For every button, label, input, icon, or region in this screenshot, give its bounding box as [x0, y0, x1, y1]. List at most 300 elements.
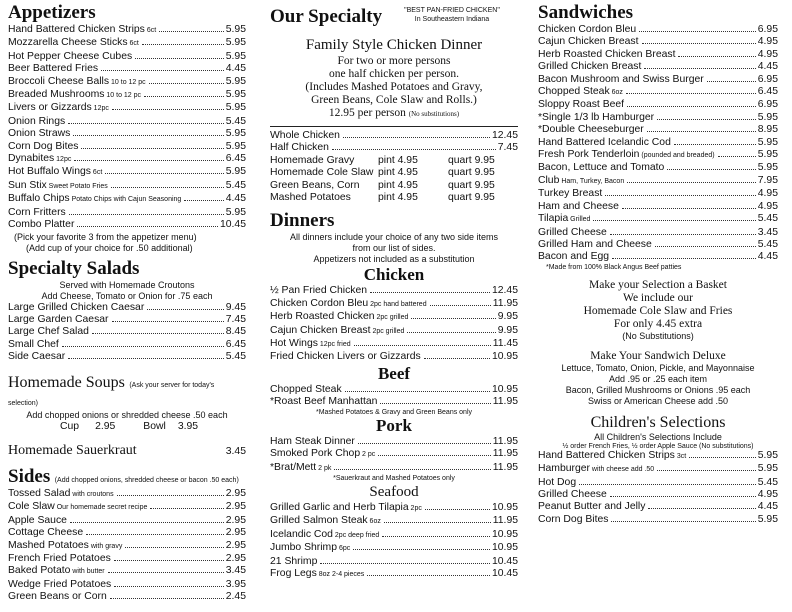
sandwich-price: 4.45	[757, 61, 778, 73]
appetizers-heading: Appetizers	[8, 2, 96, 23]
salads-list	[8, 302, 246, 364]
sandwich-leader	[655, 246, 756, 247]
soups-sub: Add chopped onions or shredded cheese .50 each	[26, 409, 228, 420]
side-leader	[70, 522, 224, 523]
sauerkraut-price: 3.45	[225, 445, 246, 457]
appetizer-note: 6ct	[127, 40, 139, 48]
sandwich-row	[538, 49, 778, 61]
kids-item-row	[538, 463, 778, 476]
side-price: 2.95	[225, 539, 246, 551]
appetizer-name: Combo Platter	[8, 219, 75, 231]
appetizer-price: 10.45	[219, 219, 246, 231]
sauerkraut-row	[8, 441, 246, 460]
appetizer-note: 10 to 12 pc	[104, 92, 142, 100]
sandwich-name: Bacon, Lettuce and Tomato	[538, 162, 665, 174]
appetizer-note: 12pc	[91, 105, 109, 113]
sandwich-note: Grilled	[568, 216, 591, 224]
sandwich-leader	[626, 93, 756, 94]
appetizer-leader	[112, 109, 224, 110]
side-row	[8, 565, 246, 578]
sandwich-row	[538, 149, 778, 162]
sandwich-name: Ham and Cheese	[538, 200, 619, 212]
seafood-dinner-row	[270, 568, 518, 581]
appetizer-price: 5.95	[225, 166, 246, 178]
appetizer-price: 5.95	[225, 140, 246, 152]
sandwich-price: 5.45	[757, 238, 778, 250]
side-name: Tossed Salad with croutons	[8, 487, 114, 499]
side-row	[8, 579, 246, 591]
seafood-dinner-leader	[320, 563, 490, 564]
appetizer-note: Sweet Potato Fries	[46, 182, 108, 190]
beef-dinner-row	[270, 384, 518, 396]
appetizer-price: 5.95	[225, 89, 246, 101]
deluxe-lines	[538, 363, 778, 407]
pint-price: pint 4.95	[378, 179, 418, 191]
sandwich-row	[538, 227, 778, 239]
appetizer-row	[8, 89, 246, 102]
sandwiches-heading: Sandwiches	[538, 2, 634, 23]
quart-price: quart 9.95	[448, 192, 495, 204]
sandwich-price: 6.95	[757, 99, 778, 111]
chicken-dinner-leader	[370, 292, 490, 293]
seafood-dinner-name: Grilled Salmon Steak 6oz	[270, 515, 381, 527]
kids-item-note: 3ct	[674, 452, 687, 460]
sandwich-name: Cajun Chicken Breast	[538, 36, 639, 48]
sides-heading: Sides	[8, 465, 51, 487]
sandwich-name: Grilled Cheese	[538, 226, 607, 238]
sandwich-leader	[647, 131, 756, 132]
appetizer-row	[8, 76, 246, 89]
kids-item-row	[538, 514, 778, 526]
appetizer-leader	[73, 135, 223, 136]
sandwich-name: Club Ham, Turkey, Bacon	[538, 174, 625, 186]
seafood-dinner-note: 6pc	[337, 545, 351, 553]
chicken-dinner-leader	[407, 332, 495, 333]
sandwich-price: 7.95	[757, 174, 778, 186]
bowl-label: Bowl	[143, 420, 166, 432]
column-middle	[270, 0, 518, 581]
sides-note: (Add chopped onions, shredded cheese or bacon .50 each)	[54, 476, 239, 484]
bowl-price: 3.95	[177, 420, 199, 432]
appetizer-name: Buffalo Chips Potato Chips with Cajun Seasoning	[8, 193, 182, 205]
side-price: 2.95	[225, 552, 246, 564]
sandwich-leader	[707, 81, 756, 82]
beef-dinner-price: 10.95	[491, 383, 518, 395]
appetizer-leader	[184, 200, 223, 201]
sandwich-name: Grilled Chicken Breast	[538, 61, 642, 73]
combo-note-2: (Add cup of your choice for .50 additional)	[26, 242, 193, 253]
pork-dinner-name: Ham Steak Dinner	[270, 435, 355, 447]
seafood-dinner-price: 10.45	[491, 555, 518, 567]
specialty-item-name: Half Chicken	[270, 142, 329, 154]
appetizer-row	[8, 102, 246, 115]
salads-sub-1: Served with Homemade Croutons	[59, 279, 195, 290]
seafood-dinner-name: 21 Shrimp	[270, 555, 318, 567]
side-leader	[86, 534, 224, 535]
specialty-items	[270, 126, 518, 204]
basket-sub: (No Substitutions)	[622, 330, 694, 341]
sandwich-name: *Single 1/3 lb Hamburger	[538, 111, 655, 123]
side-leader	[114, 586, 224, 587]
family-price-line	[270, 107, 518, 121]
deluxe-line: Swiss or American Cheese add .50	[587, 395, 729, 406]
kids-item-row	[538, 477, 778, 489]
side-note: with butter	[70, 568, 105, 576]
seafood-dinner-note: 8oz 2-4 pieces	[316, 570, 365, 578]
soups-heading: Homemade Soups	[8, 373, 125, 391]
sandwich-row	[538, 175, 778, 188]
deluxe-heading: Make Your Sandwich Deluxe	[590, 349, 726, 362]
seafood-dinner-price: 10.45	[491, 567, 518, 579]
kids-item-price: 4.95	[757, 488, 778, 500]
side-leader	[150, 508, 223, 509]
pork-dinner-leader	[378, 455, 490, 456]
tagline-2: In Southeastern Indiana	[414, 16, 490, 23]
side-row	[8, 527, 246, 539]
pork-note: *Sauerkraut and Mashed Potatoes only	[333, 474, 455, 482]
side-price: 2.95	[225, 501, 246, 513]
family-price-note: (No substitutions)	[408, 110, 460, 118]
seafood-dinner-price: 11.95	[492, 515, 518, 527]
appetizer-row	[8, 153, 246, 166]
chicken-dinner-note: 12pc fried	[317, 341, 351, 349]
appetizer-price: 5.95	[225, 24, 246, 35]
appetizer-leader	[101, 70, 224, 71]
sandwich-row	[538, 99, 778, 111]
dinners-intro-2: from our list of sides.	[352, 243, 436, 254]
appetizer-name: Hand Battered Chicken Strips 6ct	[8, 24, 157, 35]
kids-item-price: 4.45	[757, 501, 778, 513]
appetizer-name: Beer Battered Fries	[8, 63, 99, 75]
sandwich-row	[538, 251, 778, 263]
chicken-dinner-row	[270, 311, 518, 324]
chicken-dinner-price: 12.45	[491, 285, 518, 297]
seafood-dinner-row	[270, 502, 518, 515]
specialty-header	[270, 6, 518, 28]
sandwich-row	[538, 213, 778, 226]
sandwich-leader	[639, 31, 756, 32]
appetizer-price: 5.95	[225, 75, 246, 87]
sandwich-note: Ham, Turkey, Bacon	[559, 177, 625, 185]
seafood-dinner-name: Grilled Garlic and Herb Tilapia 2pc	[270, 501, 422, 513]
sandwich-row	[538, 137, 778, 149]
chicken-dinner-price: 9.95	[497, 324, 518, 336]
appetizer-price: 5.95	[225, 102, 246, 114]
sandwich-price: 6.45	[757, 86, 778, 98]
sandwich-leader	[667, 169, 755, 170]
pork-dinner-row	[270, 462, 518, 475]
chicken-heading: Chicken	[363, 265, 425, 285]
basket-line: Homemade Cole Slaw and Fries	[583, 304, 733, 317]
pint-item-name: Mashed Potatoes	[270, 192, 351, 204]
kids-item-name: Hand Battered Chicken Strips 3ct	[538, 449, 687, 461]
appetizer-price: 5.95	[225, 206, 246, 218]
column-right	[538, 0, 778, 526]
sandwich-leader	[612, 258, 756, 259]
beef-dinner-name: *Roast Beef Manhattan	[270, 396, 378, 408]
seafood-dinner-note: 2pc	[408, 504, 422, 512]
pork-dinner-price: 11.95	[492, 435, 518, 447]
family-lines	[270, 55, 518, 107]
appetizer-row	[8, 219, 246, 231]
appetizer-price: 5.45	[225, 179, 246, 191]
chicken-list	[270, 285, 518, 363]
children-sub-1: All Children's Selections Include	[594, 431, 722, 442]
appetizer-leader	[135, 58, 224, 59]
pint-item-name: Homemade Gravy	[270, 154, 355, 166]
appetizer-row	[8, 63, 246, 75]
basket-line: Make your Selection a Basket	[589, 278, 727, 291]
side-name: Apple Sauce	[8, 514, 67, 526]
seafood-dinner-leader	[353, 549, 490, 550]
sandwich-leader	[657, 119, 756, 120]
appetizer-note: 6ct	[144, 27, 157, 34]
sandwich-leader	[610, 234, 756, 235]
side-name: Cole Slaw Our homemade secret recipe	[8, 501, 148, 513]
salad-row	[8, 339, 246, 351]
kids-item-name: Grilled Cheese	[538, 488, 607, 500]
pork-heading: Pork	[376, 415, 412, 435]
soup-prices	[8, 421, 246, 433]
kids-item-row	[538, 450, 778, 463]
beef-list	[270, 384, 518, 409]
appetizer-price: 6.45	[225, 153, 246, 165]
sandwich-row	[538, 36, 778, 48]
pork-dinner-row	[270, 448, 518, 461]
side-price: 2.95	[225, 527, 246, 539]
appetizer-leader	[149, 83, 224, 84]
quart-price: quart 9.95	[448, 154, 495, 166]
seafood-dinner-leader	[425, 509, 490, 510]
chicken-dinner-leader	[424, 358, 490, 359]
side-row	[8, 515, 246, 527]
pork-dinner-note: 2 pc	[360, 451, 376, 459]
appetizer-price: 4.45	[225, 193, 246, 205]
seafood-dinner-price: 10.95	[491, 501, 518, 513]
appetizer-name: Mozzarella Cheese Sticks 6ct	[8, 37, 139, 49]
appetizer-row	[8, 51, 246, 63]
beef-note: *Mashed Potatoes & Gravy and Green Beans only	[315, 408, 473, 416]
appetizer-name: Livers or Gizzards 12pc	[8, 102, 109, 114]
kids-item-price: 5.95	[757, 463, 778, 475]
salad-price: 5.45	[225, 351, 246, 363]
seafood-dinner-row	[270, 515, 518, 528]
quart-price: quart 9.95	[448, 167, 495, 179]
sides-list	[8, 488, 246, 604]
sandwich-leader	[678, 56, 755, 57]
chicken-dinner-row	[270, 325, 518, 338]
sandwich-price: 6.95	[757, 73, 778, 85]
beef-dinner-leader	[380, 403, 490, 404]
pork-dinner-row	[270, 436, 518, 448]
pork-list	[270, 436, 518, 475]
salad-price: 9.45	[225, 301, 246, 313]
appetizer-row	[8, 166, 246, 179]
sandwich-price: 5.95	[757, 136, 778, 148]
side-price: 2.95	[225, 487, 246, 499]
sandwich-leader	[593, 220, 755, 221]
kids-item-leader	[610, 496, 756, 497]
specialty-item-name: Whole Chicken	[270, 130, 340, 141]
appetizer-name: Breaded Mushrooms 10 to 12 pc	[8, 89, 142, 101]
specialty-item-row	[270, 130, 518, 142]
pork-dinner-name: *Brat/Mett 2 pk	[270, 461, 332, 473]
sandwich-leader	[642, 43, 756, 44]
sandwich-leader	[605, 195, 755, 196]
sandwich-leader	[644, 68, 755, 69]
seafood-dinner-leader	[384, 522, 491, 523]
sandwich-name: Chicken Cordon Bleu	[538, 24, 637, 35]
salad-row	[8, 351, 246, 363]
chicken-dinner-name: Herb Roasted Chicken 2pc grilled	[270, 311, 409, 323]
basket-line: We include our	[623, 291, 693, 304]
seafood-dinner-name: Jumbo Shrimp 6pc	[270, 542, 351, 554]
salad-price: 7.45	[225, 313, 246, 325]
kids-item-row	[538, 501, 778, 513]
children-sub-2: ½ order French Fries, ½ order Apple Sauce (No substitutions)	[562, 442, 754, 450]
sandwich-row	[538, 112, 778, 124]
side-name: Mashed Potatoes with gravy	[8, 539, 123, 551]
salad-leader	[112, 321, 224, 322]
sandwich-row	[538, 86, 778, 99]
side-note: with croutons	[70, 490, 114, 498]
specialty-item-price: 7.45	[497, 142, 518, 154]
chicken-dinner-name: Hot Wings 12pc fried	[270, 338, 351, 350]
appetizer-name: Corn Dog Bites	[8, 140, 79, 152]
sandwich-row	[538, 74, 778, 86]
sandwich-price: 5.95	[757, 149, 778, 161]
dinners-intro-1: All dinners include your choice of any two side items	[289, 232, 499, 243]
side-note: with gravy	[88, 542, 123, 550]
side-row	[8, 591, 246, 603]
appetizer-leader	[105, 173, 223, 174]
appetizer-note: 10 to 12 pc	[109, 78, 146, 86]
sandwich-row	[538, 124, 778, 136]
beef-dinner-row	[270, 396, 518, 408]
sandwich-name: Turkey Breast	[538, 188, 603, 200]
sandwich-price: 5.95	[757, 162, 778, 174]
appetizer-leader	[159, 31, 224, 32]
beef-dinner-price: 11.95	[492, 396, 518, 408]
sandwich-price: 4.95	[757, 36, 778, 48]
family-line: one half chicken per person.	[329, 68, 459, 80]
salad-name: Large Chef Salad	[8, 326, 89, 338]
sandwich-name: Bacon and Egg	[538, 251, 610, 263]
sandwich-leader	[622, 208, 756, 209]
seafood-dinner-leader	[367, 575, 490, 576]
appetizer-leader	[74, 160, 223, 161]
seafood-list	[270, 502, 518, 581]
dinners-heading: Dinners	[270, 210, 335, 232]
kids-item-name: Peanut Butter and Jelly	[538, 501, 646, 513]
kids-item-price: 5.95	[757, 449, 778, 461]
kids-item-name: Corn Dog Bites	[538, 513, 609, 525]
family-line: For two or more persons	[337, 55, 451, 67]
sandwich-note: (pounded and breaded)	[639, 152, 715, 160]
pint-price: pint 4.95	[378, 192, 418, 204]
salad-row	[8, 302, 246, 314]
appetizer-leader	[69, 214, 224, 215]
seafood-dinner-price: 10.95	[491, 528, 518, 540]
chicken-dinner-row	[270, 338, 518, 351]
specialty-item-row	[270, 142, 518, 154]
side-name: Baked Potato with butter	[8, 565, 105, 577]
chicken-dinner-row	[270, 298, 518, 311]
kids-item-leader	[648, 508, 755, 509]
family-price: 12.95 per person	[328, 107, 406, 119]
sandwich-row	[538, 239, 778, 251]
side-price: 3.95	[225, 578, 246, 590]
chicken-dinner-note: 2pc grilled	[370, 327, 405, 335]
specialty-item-leader	[343, 137, 490, 138]
family-line: Green Beans, Cole Slaw and Rolls.)	[311, 94, 477, 106]
pork-dinner-leader	[334, 469, 490, 470]
combo-note-1: (Pick your favorite 3 from the appetizer menu)	[14, 231, 197, 242]
sandwich-leader	[627, 182, 756, 183]
salad-leader	[68, 358, 224, 359]
sandwich-row	[538, 162, 778, 174]
appetizer-row	[8, 128, 246, 140]
pint-item-name: Green Beans, Corn	[270, 179, 360, 191]
appetizer-row	[8, 141, 246, 153]
appetizer-row	[8, 180, 246, 193]
appetizer-leader	[81, 148, 223, 149]
salad-name: Side Caesar	[8, 351, 66, 363]
children-list	[538, 450, 778, 526]
appetizer-name: Sun Stix Sweet Potato Fries	[8, 179, 108, 191]
appetizer-leader	[144, 96, 224, 97]
side-price: 2.45	[225, 591, 246, 603]
salad-leader	[92, 333, 224, 334]
sandwich-name: Sloppy Roast Beef	[538, 99, 625, 111]
appetizer-name: Broccoli Cheese Balls 10 to 12 pc	[8, 75, 146, 87]
sandwich-price: 4.45	[757, 251, 778, 263]
appetizer-price: 5.95	[225, 37, 246, 49]
tagline-1: "BEST PAN-FRIED CHICKEN"	[404, 7, 500, 14]
pint-item-name: Homemade Cole Slaw	[270, 167, 374, 179]
seafood-dinner-price: 10.95	[491, 542, 518, 554]
sandwich-price: 8.95	[757, 124, 778, 136]
side-row	[8, 540, 246, 553]
appetizer-leader	[142, 44, 224, 45]
pint-row	[270, 155, 518, 167]
chicken-dinner-row	[270, 285, 518, 297]
specialty-tagline	[404, 6, 500, 24]
seafood-dinner-note: 6oz	[367, 518, 381, 526]
kids-item-price: 5.95	[757, 513, 778, 525]
seafood-dinner-note: 2pc deep fried	[332, 531, 380, 539]
cup-label: Cup	[60, 420, 80, 432]
basket-block	[538, 279, 778, 331]
seafood-dinner-row	[270, 556, 518, 568]
sandwich-row	[538, 201, 778, 213]
sandwich-price: 5.95	[757, 111, 778, 123]
pork-dinner-leader	[358, 443, 491, 444]
side-price: 2.95	[225, 514, 246, 526]
appetizer-name: Corn Fritters	[8, 206, 66, 218]
sides-block	[8, 466, 246, 488]
appetizer-price: 5.95	[225, 50, 246, 62]
side-name: Green Beans or Corn	[8, 591, 107, 603]
specialty-item-leader	[332, 149, 496, 150]
appetizer-price: 4.45	[225, 63, 246, 75]
side-name: Wedge Fried Potatoes	[8, 578, 112, 590]
side-row	[8, 553, 246, 565]
deluxe-line: Add .95 or .25 each item	[608, 373, 708, 384]
salad-leader	[147, 309, 223, 310]
sandwich-price: 4.95	[757, 48, 778, 60]
appetizer-leader	[77, 226, 218, 227]
